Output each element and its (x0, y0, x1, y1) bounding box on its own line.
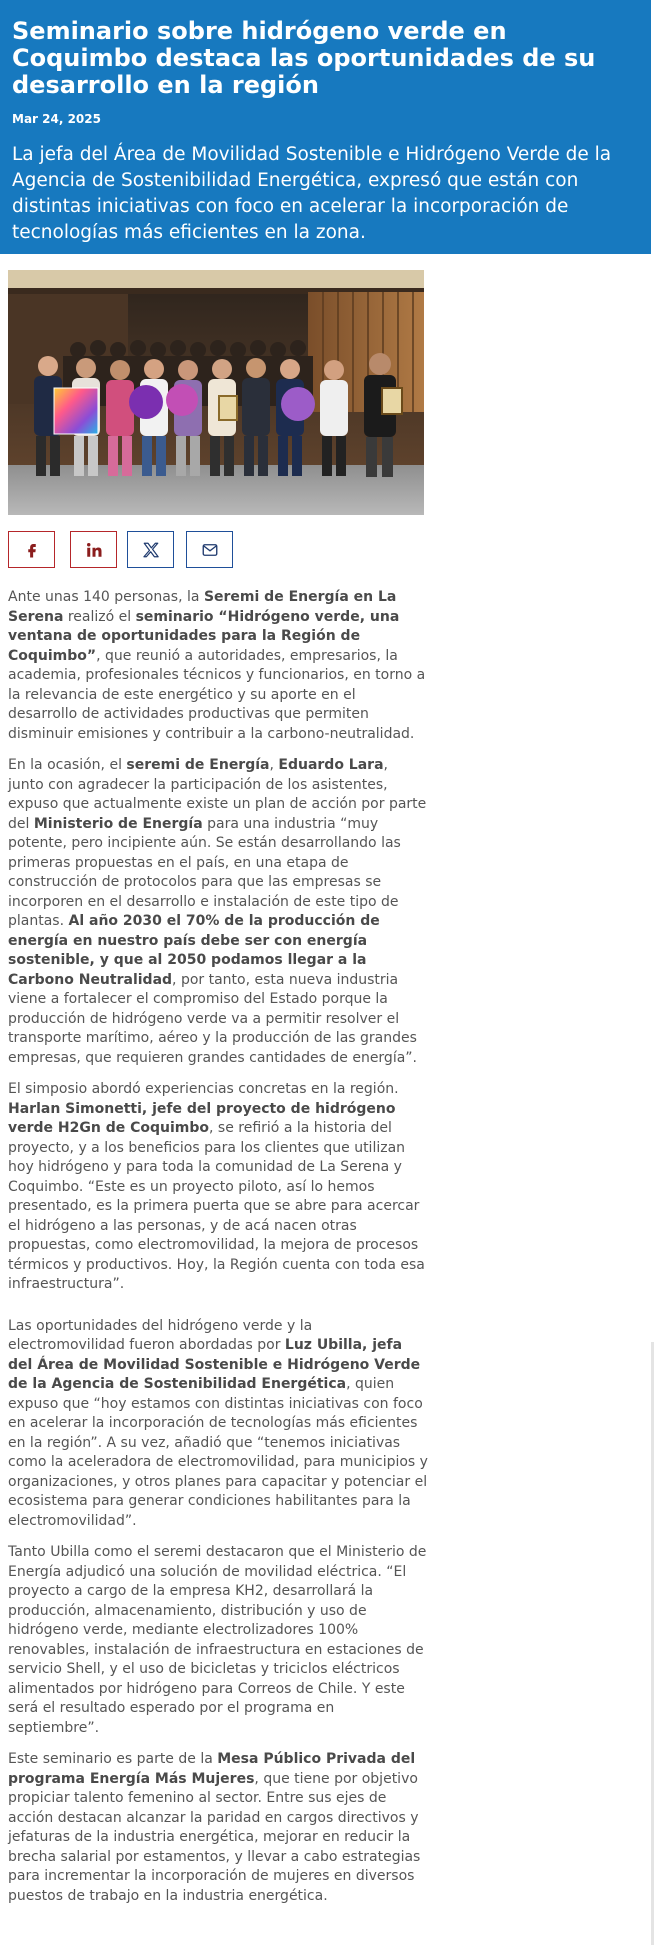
bold-text: Ministerio de Energía (33, 815, 203, 832)
text: , se refirió a la historia del proyecto, y a los beneficios para los clientes que utilizan hoy hidrógeno y para toda la comunidad de La Serena y Coquimbo. “Este es un proyecto piloto, así lo hemos presentado, es la primera puerta que se abre para acercar el hidrógeno a las personas, y de acá nacen otras propuestas, como electromovilidad, la mejora de procesos térmicos y productivos. Hoy, la Región cuenta con toda esa infraestructura”. (8, 1120, 425, 1292)
text: Tanto Ubilla como el seremi destacaron que el Ministerio de Energía adjudicó una solución de movilidad eléctrica. “El proyecto a cargo de la empresa KH2, desarrollará la producción, almacenamiento, distribución y uso de hidrógeno verde, mediante electrolizadores 100% renovables, instalación de infraestructura en estaciones de servicio Shell, y el uso de bicicletas y triciclos eléctricos alimentados por hidrógeno para Correos de Chile. Y este será el resultado esperado por el programa en septiembre”. (8, 1544, 427, 1736)
article-paragraph-2 (8, 756, 428, 1068)
share-x-button[interactable] (127, 531, 174, 568)
facebook-icon (23, 541, 41, 559)
bold-text: Mesa Público Privada del programa Energía Más Mujeres (8, 1751, 416, 1787)
text: , que reunió a autoridades, empresarios, la academia, profesionales técnicos y funcionarios, en torno a la relevancia de este energético y su aporte en el desarrollo de actividades productivas que permiten disminuir emisiones y contribuir a la carbono-neutralidad. (8, 647, 426, 742)
text: , por tanto, esta nueva industria viene a fortalecer el compromiso del Estado porque la producción de hidrógeno verde va a permitir resolver el transporte marítimo, aéreo y la producción de las grandes empresas, que requieren grandes cantidades de energía”. (8, 971, 417, 1066)
article-title: Seminario sobre hidrógeno verde en Coquimbo destaca las oportunidades de su desarrollo en la región (12, 17, 596, 99)
text: El simposio abordó experiencias concretas en la región. (8, 1081, 399, 1097)
article-paragraph-5 (8, 1543, 428, 1738)
bold-text: seremi de Energía (126, 757, 270, 773)
bold-text: seminario “Hidrógeno verde, una ventana de oportunidades para la Región de Coquimbo” (8, 608, 400, 664)
bold-text: Harlan Simonetti, jefe del proyecto de hidrógeno verde H2Gn de Coquimbo (8, 1100, 396, 1136)
linkedin-icon (85, 541, 103, 559)
article-paragraph-6 (8, 1750, 428, 1906)
article-paragraph-1 (8, 588, 428, 744)
bold-text: Seremi de Energía en La Serena (8, 589, 397, 625)
email-icon (201, 541, 219, 559)
article-paragraph-4 (8, 1317, 428, 1532)
share-email-button[interactable] (186, 531, 233, 568)
article-body (8, 588, 428, 1918)
article-paragraph-3 (8, 1080, 428, 1295)
text: para una industria “muy potente, pero incipiente aún. Se están desarrollando las primeras propuestas en el país, en una etapa de construcción de protocolos para que las empresas se incorporen en el desarrollo e instalación de este tipo de plantas. (8, 815, 401, 929)
bold-text: Al año 2030 el 70% de la producción de energía en nuestro país debe ser con energía sostenible, y que al 2050 podamos llegar a la Carbono Neutralidad (8, 913, 380, 988)
share-linkedin-button[interactable] (70, 531, 117, 568)
text: Ante unas 140 personas, la (8, 589, 204, 605)
group-photo-icon (8, 270, 424, 515)
text: , quien expuso que “hoy estamos con distintas iniciativas con foco en acelerar la incorporación de tecnologías más eficientes en la región”. A su vez, añadió que “tenemos iniciativas como la aceleradora de electromovilidad, para municipios y organizaciones, y otros planes para capacitar y potenciar el ecosistema para generar condiciones habilitantes para la electromovilidad”. (8, 1376, 428, 1529)
text: Este seminario es parte de la (8, 1751, 218, 1767)
bold-text: Eduardo Lara (278, 757, 384, 773)
text: , que tiene por objetivo propiciar talento femenino al sector. Entre sus ejes de acción destacan alcanzar la paridad en cargos directivos y jefaturas de la industria energética, mejorar en reducir la brecha salarial por estamentos, y llevar a cabo estrategias para incrementar la incorporación de mujeres en diversos puestos de trabajo en la industria energética. (8, 1770, 421, 1904)
share-facebook-button[interactable] (8, 531, 55, 568)
text: realizó el (63, 608, 136, 625)
text: , junto con agradecer la participación de los asistentes, expuso que actualmente existe un plan de acción por parte del (8, 757, 427, 832)
article-photo (8, 270, 424, 515)
text: , (269, 757, 279, 773)
text: En la ocasión, el (8, 757, 127, 773)
x-icon (142, 541, 160, 559)
text: Las oportunidades del hidrógeno verde y la electromovilidad fueron abordadas por (8, 1317, 313, 1353)
article-lead: La jefa del Área de Movilidad Sostenible e Hidrógeno Verde de la Agencia de Sostenibilidad Energética, expresó que están con distintas iniciativas con foco en acelerar la incorporación de tecnologías más eficientes en la zona. (12, 144, 612, 243)
article-date: Mar 24, 2025 (12, 112, 101, 126)
bold-text: Luz Ubilla, jefa del Área de Movilidad Sostenible e Hidrógeno Verde de la Agencia de Sostenibilidad Energética (8, 1337, 421, 1392)
article-header (0, 0, 651, 254)
